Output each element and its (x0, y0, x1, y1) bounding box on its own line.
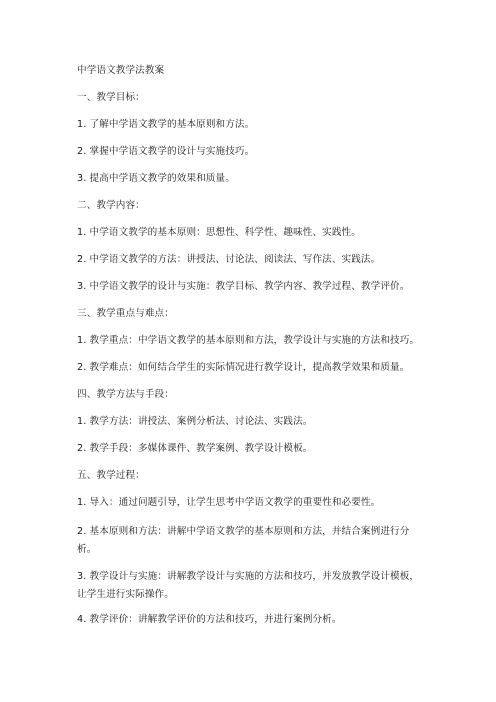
content-item: 3. 中学语文教学的设计与实施：教学目标、教学内容、教学过程、教学评价。 (77, 281, 410, 292)
section-heading-key-points: 三、教学重点与难点： (77, 308, 174, 319)
key-point-item: 2. 教学难点：如何结合学生的实际情况进行教学设计，提高教学效果和质量。 (77, 362, 410, 373)
objective-item: 1. 了解中学语文教学的基本原则和方法。 (77, 119, 255, 130)
process-item: 4. 教学评价：讲解教学评价的方法和技巧，并进行案例分析。 (77, 614, 342, 625)
section-heading-content: 二、教学内容： (77, 200, 145, 211)
document-title: 中学语文教学法教案 (77, 65, 165, 76)
objective-item: 2. 掌握中学语文教学的设计与实施技巧。 (77, 146, 255, 157)
process-item: 2. 基本原则和方法：讲解中学语文教学的基本原则和方法，并结合案例进行分析。 (77, 526, 410, 555)
document-body (77, 64, 427, 640)
section-heading-process: 五、教学过程： (77, 470, 145, 481)
process-item: 1. 导入：通过问题引导，让学生思考中学语文教学的重要性和必要性。 (77, 497, 381, 508)
process-item: 3. 教学设计与实施：讲解教学设计与实施的方法和技巧，并发放教学设计模板，让学生进行实际操作。 (77, 571, 420, 600)
section-heading-methods: 四、教学方法与手段： (77, 389, 174, 400)
method-item: 1. 教学方法：讲授法、案例分析法、讨论法、实践法。 (77, 416, 313, 427)
content-item: 2. 中学语文教学的方法：讲授法、讨论法、阅读法、写作法、实践法。 (77, 254, 381, 265)
section-heading-objectives: 一、教学目标： (77, 92, 145, 103)
content-item: 1. 中学语文教学的基本原则：思想性、科学性、趣味性、实践性。 (77, 227, 361, 238)
key-point-item: 1. 教学重点：中学语文教学的基本原则和方法，教学设计与实施的方法和技巧。 (77, 335, 420, 346)
method-item: 2. 教学手段：多媒体课件、教学案例、教学设计模板。 (77, 443, 313, 454)
objective-item: 3. 提高中学语文教学的效果和质量。 (77, 173, 235, 184)
